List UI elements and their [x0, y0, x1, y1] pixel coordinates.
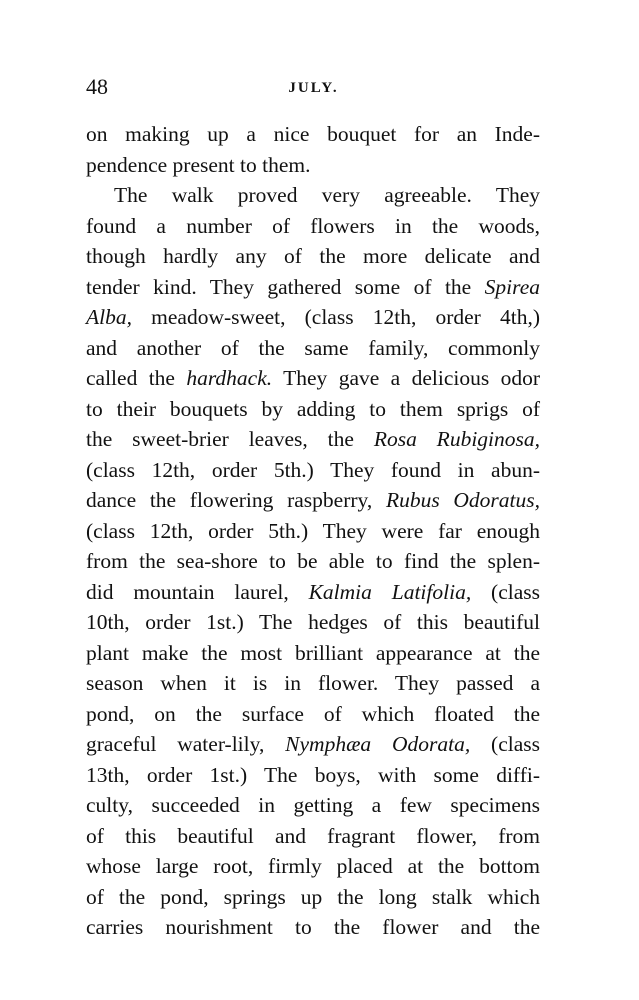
text-segment: The walk proved very agreeable. They [114, 183, 540, 207]
text-line [86, 546, 540, 577]
italic-text: hardhack. [186, 366, 273, 390]
text-line [86, 729, 540, 760]
text-line [86, 760, 540, 791]
text-line [86, 485, 540, 516]
text-segment: dance the flowering raspberry, [86, 488, 386, 512]
text-segment: on making up a nice bouquet for an Inde- [86, 122, 540, 146]
text-segment: plant make the most brilliant appearance at the [86, 640, 540, 665]
body-text [86, 119, 540, 943]
text-line [86, 333, 540, 364]
text-segment: pond, on the surface of which floated the [86, 701, 540, 726]
text-line [86, 211, 540, 242]
text-line [86, 638, 540, 669]
text-line [86, 241, 540, 272]
text-segment: 13th, order 1st.) The boys, with some diffi- [86, 762, 540, 787]
text-line [86, 668, 540, 699]
text-line [86, 882, 540, 913]
text-line [86, 424, 540, 455]
text-segment: of this beautiful and fragrant flower, from [86, 823, 540, 848]
text-segment: did mountain laurel, [86, 579, 309, 604]
text-segment: (class 12th, order 5th.) They were far enough [86, 518, 540, 543]
text-segment: tender kind. They gathered some of the [86, 274, 485, 299]
text-segment: 10th, order 1st.) The hedges of this beautiful [86, 610, 540, 634]
italic-text: Spirea [484, 274, 540, 299]
text-segment: pendence present to them. [86, 152, 311, 177]
text-line [86, 363, 540, 394]
page-number: 48 [86, 74, 108, 99]
text-segment: the sweet-brier leaves, the [86, 427, 374, 451]
italic-text: Rubus Odoratus, [385, 488, 541, 512]
text-segment: and another of the same family, commonly [86, 335, 540, 360]
text-line [86, 912, 540, 943]
text-line [86, 119, 540, 150]
text-segment: found a number of flowers in the woods, [86, 213, 540, 238]
italic-text: Rosa Rubiginosa, [373, 427, 541, 451]
text-line [86, 302, 540, 333]
text-segment: (class [471, 579, 541, 604]
text-segment: though hardly any of the more delicate and [86, 244, 540, 268]
page-header [86, 74, 541, 104]
text-line [86, 607, 540, 638]
text-segment: to their bouquets by adding to them sprigs of [86, 396, 540, 421]
text-segment: They gave a delicious odor [272, 366, 540, 390]
text-line [86, 851, 540, 882]
text-line [86, 790, 540, 821]
text-segment: called the [86, 366, 187, 390]
text-line [86, 699, 540, 730]
text-line [86, 180, 540, 211]
text-segment: culty, succeeded in getting a few specimens [86, 793, 540, 817]
text-line [86, 821, 540, 852]
running-head: JULY. [288, 80, 339, 96]
text-segment: from the sea-shore to be able to find the splen- [86, 549, 540, 573]
text-segment: (class [470, 732, 540, 756]
text-segment: season when it is in flower. They passed a [86, 671, 540, 695]
text-segment: whose large root, firmly placed at the bottom [86, 854, 540, 878]
italic-text: Alba, [86, 305, 132, 329]
italic-text: Kalmia Latifolia, [308, 579, 472, 604]
text-segment: of the pond, springs up the long stalk which [86, 884, 540, 909]
text-segment: (class 12th, order 5th.) They found in abun- [86, 457, 540, 482]
text-line [86, 150, 540, 181]
text-segment: meadow-sweet, (class 12th, order 4th,) [131, 305, 540, 329]
text-line [86, 394, 540, 425]
text-line [86, 516, 540, 547]
text-segment: carries nourishment to the flower and the [86, 915, 540, 939]
text-line [86, 272, 540, 303]
text-line [86, 577, 540, 608]
italic-text: Nymphæa Odorata, [285, 732, 471, 756]
text-line [86, 455, 540, 486]
text-segment: graceful water-lily, [86, 732, 286, 756]
